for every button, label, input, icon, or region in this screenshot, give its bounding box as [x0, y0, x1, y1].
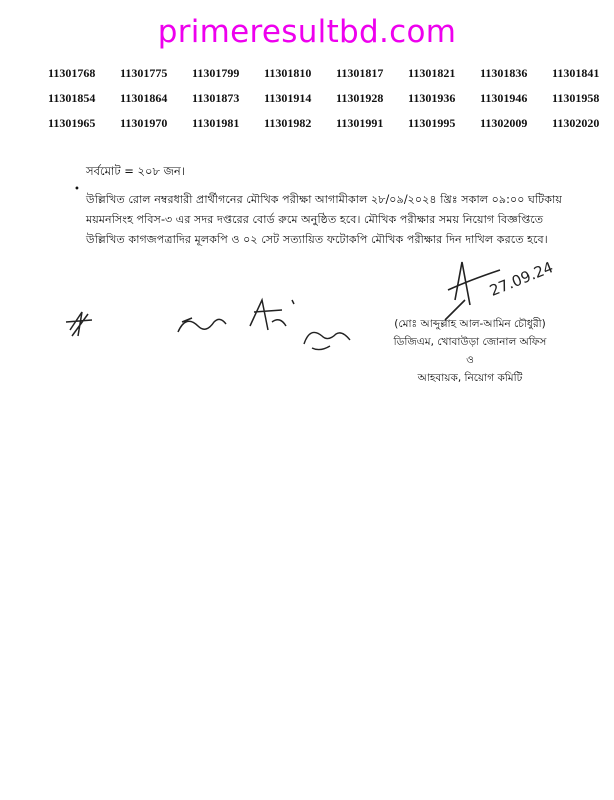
roll-number: 11301775	[120, 66, 168, 80]
roll-number: 11301914	[264, 91, 312, 105]
roll-number: 11301854	[48, 91, 96, 105]
roll-number: 11301841	[552, 66, 600, 80]
roll-number: 11301836	[480, 66, 528, 80]
committee-signature-4	[304, 332, 350, 349]
roll-number: 11301768	[48, 66, 96, 80]
roll-number: 11301981	[192, 116, 240, 130]
roll-number: 11301965	[48, 116, 96, 130]
signatory-designation: ডিজিএম, খোবাউড়া জোনাল অফিস	[393, 336, 547, 348]
committee-signature-2	[178, 318, 226, 332]
roll-number: 11301970	[120, 116, 168, 130]
bullet-dot: •	[74, 184, 80, 195]
watermark: primeresultbd.com	[157, 14, 457, 50]
total-count: সর্বমোট = ২০৮ জন।	[86, 164, 185, 178]
roll-number: 11301995	[408, 116, 456, 130]
roll-number: 11301991	[336, 116, 384, 130]
signatory-name: (মোঃ আব্দুল্লাহ আল-আমিন চৌধুরী)	[394, 318, 546, 330]
roll-number: 11301864	[120, 91, 168, 105]
roll-number: 11301810	[264, 66, 312, 80]
roll-number: 11302020	[552, 116, 600, 130]
committee-signature-3	[250, 300, 294, 330]
roll-number: 11301982	[264, 116, 312, 130]
signatory-conjunction: ও	[466, 354, 474, 366]
roll-number: 11301936	[408, 91, 456, 105]
roll-number: 11301958	[552, 91, 600, 105]
roll-number: 11302009	[480, 116, 528, 130]
roll-number: 11301799	[192, 66, 240, 80]
committee-signature-1	[66, 312, 92, 336]
roll-number: 11301821	[408, 66, 456, 80]
notice-line: উল্লিখিত কাগজপত্রাদির মূলকপি ও ০২ সেট সত্যায়িত ফটোকপি মৌখিক পরীক্ষার দিন দাখিল করতে হবে।	[86, 233, 548, 246]
roll-number: 11301873	[192, 91, 240, 105]
roll-number: 11301817	[336, 66, 384, 80]
signatory-block	[360, 315, 580, 387]
roll-number: 11301946	[480, 91, 528, 105]
roll-number: 11301928	[336, 91, 384, 105]
signature-date: 27.09.24	[487, 258, 556, 300]
notice-line: উল্লিখিত রোল নম্বরধারী প্রার্থীগনের মৌখিক পরীক্ষা আগামীকাল ২৮/০৯/২০২৪ খ্রিঃ সকাল ০৯:০০ ঘটিকায়	[86, 193, 562, 206]
notice-line: ময়মনসিংহ পবিস-৩ এর সদর দপ্তরের বোর্ড রুমে অনুষ্ঠিত হবে। মৌখিক পরীক্ষার সময় নিয়োগ বিজ্ঞপ্তিতে	[86, 213, 544, 226]
signatory-role: আহবায়ক, নিয়োগ কমিটি	[417, 372, 523, 384]
